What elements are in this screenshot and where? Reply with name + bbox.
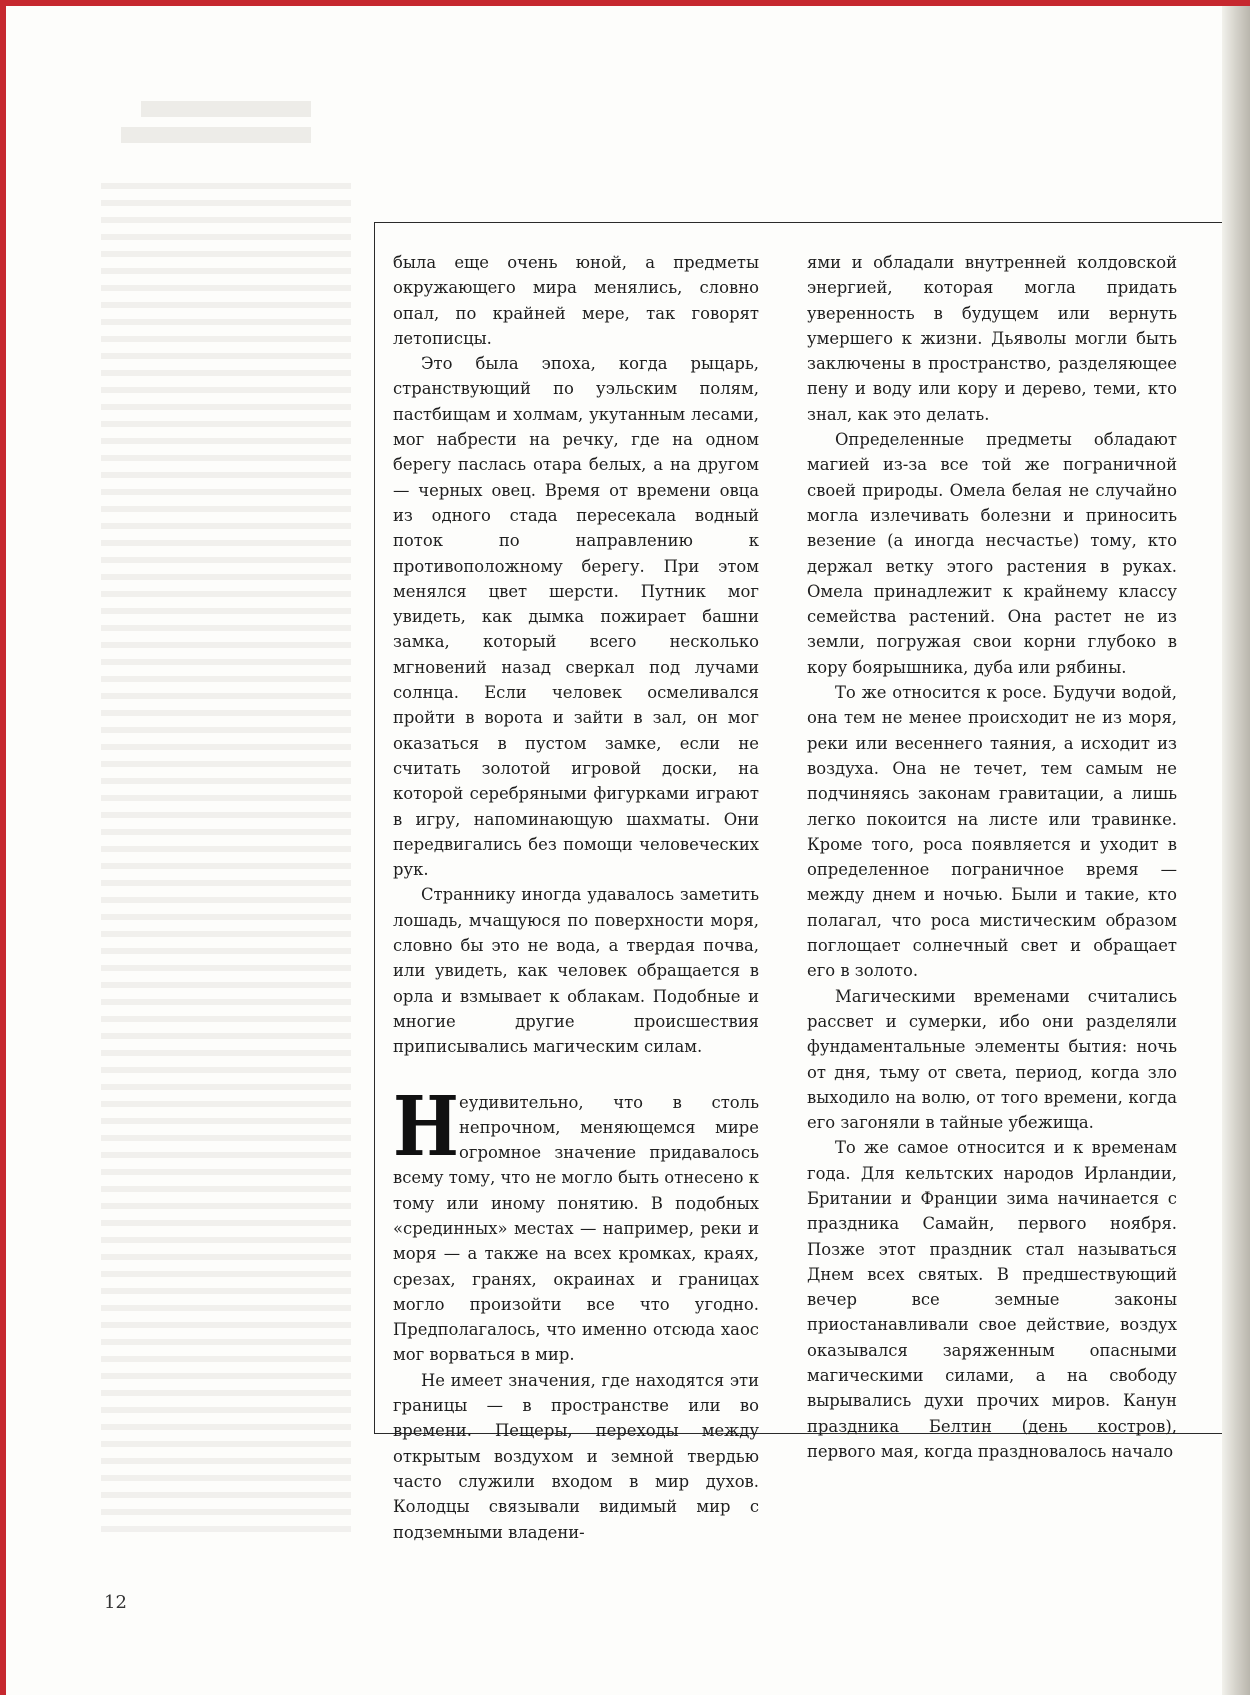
paragraph: Не имеет значения, где находятся эти границы — в пространстве или во времени. Пещеры, переходы между открытым воздухом и земной твердью часто служили входом в мир духов. Колодцы связывали видимый мир с подземными владени- — [393, 1370, 759, 1542]
bleed-through-text — [101, 101, 351, 1501]
left-column — [393, 250, 759, 1545]
paragraph-text: еудивительно, что в столь непрочном, меняющемся мире огромное значение придавалось всему тому, что не могло быть отнесено к тому или иному понятию. В подобных «срединных» местах — например, реки и моря — а также на всех кромках, краях, срезах, гранях, окраинах и границах могло произойти все что угодно. Предполагалось, что именно отсюда хаос мог ворваться в мир. — [393, 1092, 759, 1365]
book-page — [6, 6, 1250, 1695]
paragraph: была еще очень юной, а предметы окружающего мира менялись, словно опал, по крайней мере, так говорят летописцы. — [393, 253, 759, 348]
page-gutter-shadow — [1222, 6, 1250, 1695]
paragraph: Магическими временами считались рассвет и сумерки, ибо они разделяли фундаментальные элементы бытия: ночь от дня, тьму от света, период, когда зло выходило на волю, от того времени, когда его загоняли в тайные убежища. — [807, 986, 1177, 1133]
paragraph: То же относится к росе. Будучи водой, она тем не менее происходит не из моря, реки или весеннего таяния, а исходит из воздуха. Она не течет, тем самым не подчиняясь законам гравитации, а лишь легко покоится на листе или травинке. Кроме того, роса появляется и уходит в определенное пограничное время — между днем и ночью. Были и такие, кто полагал, что роса мистическим образом поглощает солнечный свет и обращает его в золото. — [807, 683, 1177, 981]
right-column — [807, 250, 1177, 1464]
paragraph: Это была эпоха, когда рыцарь, странствующий по уэльским полям, пастбищам и холмам, укутанным лесами, мог набрести на речку, где на одном берегу паслась отара белых, а на другом — черных овец. Время от времени овца из одного стада пересекала водный поток по направлению к противоположному берегу. При этом менялся цвет шерсти. Путник мог увидеть, как дымка пожирает башни замка, который всего несколько мгновений назад сверкал под лучами солнца. Если человек осмеливался пройти в ворота и зайти в зал, он мог оказаться в пустом замке, если не считать золотой игровой доски, на которой серебряными фигурками играют в игру, напоминающую шахматы. Они передвигались без помощи человеческих рук. — [393, 354, 759, 880]
paragraph: Страннику иногда удавалось заметить лошадь, мчащуюся по поверхности моря, словно бы это не вода, а твердая почва, или увидеть, как человек обращается в орла и взмывает к облакам. Подобные и многие другие происшествия приписывались магическим силам. — [393, 885, 759, 1057]
paragraph: ями и обладали внутренней колдовской энергией, которая могла придать уверенность в будущем или вернуть умершего к жизни. Дьяволы могли быть заключены в пространство, разделяющее пену и воду или кору и дерево, теми, кто знал, как это делать. — [807, 253, 1177, 424]
paragraph-with-dropcap — [393, 1078, 759, 1368]
drop-cap: Н — [393, 1078, 459, 1175]
paragraph: То же самое относится и к временам года. Для кельтских народов Ирландии, Британии и Франции зима начинается с праздника Самайн, первого ноября. Позже этот праздник стал называться Днем всех святых. В предшествующий вечер все земные законы приостанавливали свое действие, воздух оказывался заряженным опасными магическими силами, а на свободу вырывались духи прочих миров. Канун праздника Белтин (день костров), первого мая, когда праздновалось начало — [807, 1138, 1177, 1461]
paragraph: Определенные предметы обладают магией из-за все той же пограничной своей природы. Омела белая не случайно могла излечивать болезни и приносить везение (а иногда несчастье) тому, кто держал ветку этого растения в руках. Омела принадлежит к крайнему классу семейства растений. Она растет не из земли, погружая свои корни глубоко в кору боярышника, дуба или рябины. — [807, 430, 1177, 677]
page-number: 12 — [104, 1592, 127, 1613]
text-frame — [374, 222, 1250, 1542]
